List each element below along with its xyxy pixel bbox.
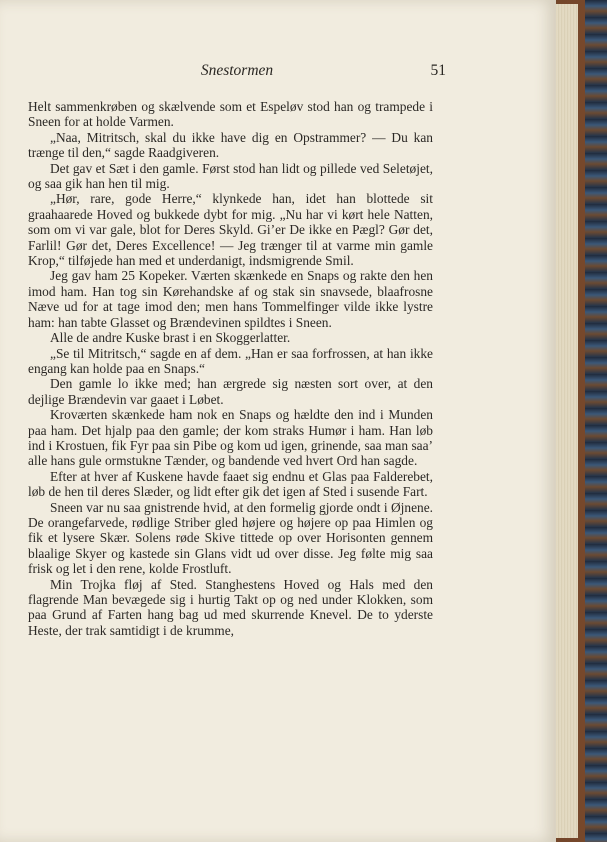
paragraph: Min Trojka fløj af Sted. Stanghestens Hoved og Hals med den flagrende Man bevægede sig i hurtig Takt op og ned under Klokken, som paa Grund af Farten hang bag ud med skurrende Knevel. De to yderste Heste, der trak samtidigt i de krumme, — [28, 576, 433, 638]
running-title: Snestormen — [200, 62, 274, 79]
paragraph: Kroværten skænkede ham nok en Snaps og hældte den ind i Munden paa ham. Det hjalp paa den gamle; der kom straks Humør i ham. Han løb ind i Krostuen, fik Fyr paa sin Pibe og kom ud igen, grinende, saa man saa’ alle hans gule ormstukne Tænder, og bandende ved hvert Ord han sagde. — [28, 407, 433, 469]
body-text — [28, 99, 433, 638]
paragraph: Sneen var nu saa gnistrende hvid, at den formelig gjorde ondt i Øjnene. De orangefarvede, rødlige Striber gled højere og højere op paa Himlen og fik et lysere Skær. Solens røde Skive tittede op over Horisonten gennem blaalige Skyer og kastede sin Glans vidt ud over disse. Jeg følte mig saa frisk og let i den rene, kolde Frostluft. — [28, 499, 433, 577]
paragraph: Den gamle lo ikke med; han ærgrede sig næsten sort over, at den dejlige Brændevin var gaaet i Løbet. — [28, 376, 433, 407]
paragraph: Det gav et Sæt i den gamle. Først stod han lidt og pillede ved Seletøjet, og saa gik han hen til mig. — [28, 160, 433, 192]
paragraph: Helt sammenkrøben og skælvende som et Espeløv stod han og trampede i Sneen for at holde Varmen. — [28, 99, 433, 130]
page-number: 51 — [430, 62, 446, 79]
paragraph: „Se til Mitritsch,“ sagde en af dem. „Han er saa forfrossen, at han ikke engang kan holde paa en Snaps.“ — [28, 345, 433, 376]
paragraph: Efter at hver af Kuskene havde faaet sig endnu et Glas paa Falderebet, løb de hen til deres Slæder, og lidt efter gik det igen af Sted i susende Fart. — [28, 468, 433, 500]
paragraph: „Naa, Mitritsch, skal du ikke have dig en Opstrammer? — Du kan trænge til den,“ sagde Raadgiveren. — [28, 129, 433, 161]
marbled-cover-edge — [585, 0, 607, 842]
paragraph: Jeg gav ham 25 Kopeker. Værten skænkede en Snaps og rakte den hen imod ham. Han tog sin Kørehandske af og stak sin snavsede, blaafrosne Næve ud for at tage imod den; men hans Tommelfinger vilde ikke lystre ham: han tabte Glasset og Brændevinen spildtes i Sneen. — [28, 268, 433, 330]
running-head — [28, 62, 446, 86]
paragraph: Alle de andre Kuske brast i en Skoggerlatter. — [50, 330, 291, 346]
paragraph: „Hør, rare, gode Herre,“ klynkede han, idet han blottede sit graahaarede Hoved og bukkede dybt for mig. „Nu har vi kørt hele Natten, som om vi var gale, blot for Deres Skyld. Gi’er De ikke en Pægl? Gør det, Farlil! Gør det, Deres Excellence! — Jeg trænger til at varme min gamle Krop,“ tilføjede han med et underdanigt, indsmigrende Smil. — [28, 191, 433, 269]
